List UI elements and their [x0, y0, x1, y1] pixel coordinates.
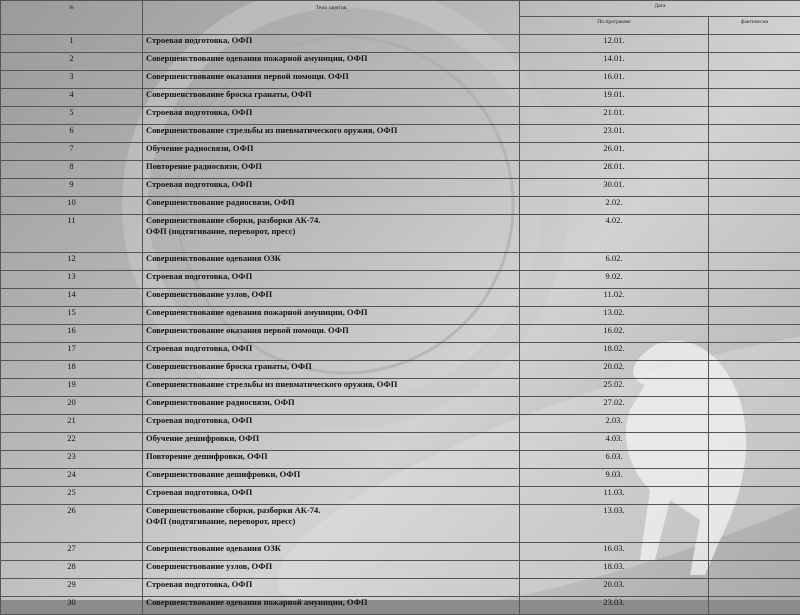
table-row [1, 143, 800, 161]
table-row [1, 161, 800, 179]
topic-line: Строевая подготовка, ОФП [146, 343, 516, 354]
row-topic [143, 343, 520, 361]
topic-line: Строевая подготовка, ОФП [146, 107, 516, 118]
row-planned-date: 4.03. [520, 433, 709, 451]
row-topic [143, 325, 520, 343]
row-actual-date [709, 561, 800, 579]
row-actual-date [709, 35, 800, 53]
row-planned-date: 6.03. [520, 451, 709, 469]
row-actual-date [709, 143, 800, 161]
row-actual-date [709, 325, 800, 343]
row-actual-date [709, 343, 800, 361]
row-number: 22 [1, 433, 143, 451]
row-topic [143, 215, 520, 253]
row-topic [143, 107, 520, 125]
topic-line: Совершенствование радиосвязи, ОФП [146, 397, 516, 408]
header-number: № [1, 1, 143, 35]
row-planned-date: 14.01. [520, 53, 709, 71]
row-number: 21 [1, 415, 143, 433]
row-planned-date: 26.01. [520, 143, 709, 161]
topic-line: Строевая подготовка, ОФП [146, 415, 516, 426]
table-row [1, 35, 800, 53]
row-actual-date [709, 415, 800, 433]
topic-line: Совершенствование одевания пожарной амуниции, ОФП [146, 307, 516, 318]
topic-line: Обучение радиосвязи, ОФП [146, 143, 516, 154]
row-planned-date: 11.02. [520, 289, 709, 307]
row-planned-date: 21.01. [520, 107, 709, 125]
row-number: 2 [1, 53, 143, 71]
row-number: 4 [1, 89, 143, 107]
row-actual-date [709, 125, 800, 143]
topic-line: ОФП (подтягивание, переворот, пресс) [146, 516, 516, 527]
row-topic [143, 487, 520, 505]
topic-line: Совершенствование радиосвязи, ОФП [146, 197, 516, 208]
row-actual-date [709, 215, 800, 253]
row-actual-date [709, 307, 800, 325]
table-row [1, 361, 800, 379]
row-topic [143, 597, 520, 615]
row-planned-date: 4.02. [520, 215, 709, 253]
row-topic [143, 179, 520, 197]
row-number: 16 [1, 325, 143, 343]
table-row [1, 271, 800, 289]
row-number: 3 [1, 71, 143, 89]
table-row [1, 253, 800, 271]
row-actual-date [709, 53, 800, 71]
row-number: 11 [1, 215, 143, 253]
row-number: 9 [1, 179, 143, 197]
row-topic [143, 71, 520, 89]
header-row-1 [1, 1, 800, 17]
row-number: 30 [1, 597, 143, 615]
topic-line: Совершенствование оказания первой помощи. ОФП [146, 325, 516, 336]
row-actual-date [709, 397, 800, 415]
topic-line: Совершенствование одевания пожарной амуниции, ОФП [146, 53, 516, 64]
topic-line: Совершенствование оказания первой помощи. ОФП [146, 71, 516, 82]
row-topic [143, 89, 520, 107]
topic-line: Повторение дешифровки, ОФП [146, 451, 516, 462]
row-number: 1 [1, 35, 143, 53]
row-planned-date: 20.02. [520, 361, 709, 379]
row-planned-date: 13.02. [520, 307, 709, 325]
row-planned-date: 18.03. [520, 561, 709, 579]
row-topic [143, 143, 520, 161]
row-planned-date: 16.02. [520, 325, 709, 343]
row-actual-date [709, 433, 800, 451]
table-row [1, 415, 800, 433]
row-planned-date: 19.01. [520, 89, 709, 107]
table-row [1, 325, 800, 343]
row-topic [143, 433, 520, 451]
row-actual-date [709, 543, 800, 561]
row-number: 26 [1, 505, 143, 543]
row-topic [143, 361, 520, 379]
topic-line: Совершенствование броска гранаты, ОФП [146, 361, 516, 372]
header-planned: По программе [520, 17, 709, 35]
table-row [1, 289, 800, 307]
topic-line: Строевая подготовка, ОФП [146, 579, 516, 590]
topic-line: Совершенствование сборки, разборки АК-74. [146, 505, 516, 516]
row-topic [143, 197, 520, 215]
row-topic [143, 271, 520, 289]
row-planned-date: 2.03. [520, 415, 709, 433]
row-number: 20 [1, 397, 143, 415]
topic-line: Совершенствование узлов, ОФП [146, 561, 516, 572]
row-planned-date: 9.02. [520, 271, 709, 289]
table-row [1, 505, 800, 543]
row-planned-date: 25.02. [520, 379, 709, 397]
table-row [1, 451, 800, 469]
topic-line: Совершенствование одевания пожарной амуниции, ОФП [146, 597, 516, 608]
topic-line: Совершенствование дешифровки, ОФП [146, 469, 516, 480]
table-row [1, 487, 800, 505]
header-date: Дата [520, 1, 800, 17]
row-number: 13 [1, 271, 143, 289]
row-number: 12 [1, 253, 143, 271]
row-topic [143, 561, 520, 579]
table-row [1, 433, 800, 451]
row-planned-date: 13.03. [520, 505, 709, 543]
row-planned-date: 30.01. [520, 179, 709, 197]
topic-line: Совершенствование одевания ОЗК [146, 543, 516, 554]
row-number: 17 [1, 343, 143, 361]
row-topic [143, 53, 520, 71]
table-row [1, 543, 800, 561]
header-actual: фактически [709, 17, 800, 35]
row-actual-date [709, 579, 800, 597]
row-number: 27 [1, 543, 143, 561]
row-planned-date: 6.02. [520, 253, 709, 271]
table-row [1, 579, 800, 597]
row-planned-date: 18.02. [520, 343, 709, 361]
row-planned-date: 11.03. [520, 487, 709, 505]
row-topic [143, 505, 520, 543]
topic-line: Строевая подготовка, ОФП [146, 179, 516, 190]
row-topic [143, 35, 520, 53]
row-planned-date: 12.01. [520, 35, 709, 53]
row-actual-date [709, 361, 800, 379]
row-number: 19 [1, 379, 143, 397]
row-planned-date: 23.03. [520, 597, 709, 615]
row-number: 25 [1, 487, 143, 505]
row-topic [143, 451, 520, 469]
row-topic [143, 125, 520, 143]
table-row [1, 561, 800, 579]
row-topic [143, 415, 520, 433]
topic-line: Совершенствование броска гранаты, ОФП [146, 89, 516, 100]
row-planned-date: 2.02. [520, 197, 709, 215]
row-planned-date: 16.03. [520, 543, 709, 561]
row-number: 10 [1, 197, 143, 215]
row-topic [143, 469, 520, 487]
row-actual-date [709, 469, 800, 487]
row-planned-date: 20.03. [520, 579, 709, 597]
row-planned-date: 27.02. [520, 397, 709, 415]
row-actual-date [709, 89, 800, 107]
row-number: 24 [1, 469, 143, 487]
row-actual-date [709, 197, 800, 215]
row-planned-date: 16.01. [520, 71, 709, 89]
row-number: 18 [1, 361, 143, 379]
row-topic [143, 579, 520, 597]
row-actual-date [709, 451, 800, 469]
row-planned-date: 28.01. [520, 161, 709, 179]
row-actual-date [709, 179, 800, 197]
topic-line: ОФП (подтягивание, переворот, пресс) [146, 226, 516, 237]
table-row [1, 397, 800, 415]
topic-line: Совершенствование сборки, разборки АК-74. [146, 215, 516, 226]
row-number: 28 [1, 561, 143, 579]
table-row [1, 71, 800, 89]
row-actual-date [709, 161, 800, 179]
row-actual-date [709, 271, 800, 289]
topic-line: Совершенствование узлов, ОФП [146, 289, 516, 300]
table-row [1, 179, 800, 197]
topic-line: Строевая подготовка, ОФП [146, 487, 516, 498]
topic-line: Совершенствование стрельбы из пневматического оружия, ОФП [146, 125, 516, 136]
row-topic [143, 161, 520, 179]
table-row [1, 107, 800, 125]
topic-line: Совершенствование одевания ОЗК [146, 253, 516, 264]
topic-line: Повторение радиосвязи, ОФП [146, 161, 516, 172]
row-topic [143, 543, 520, 561]
row-topic [143, 289, 520, 307]
topic-line: Строевая подготовка, ОФП [146, 271, 516, 282]
row-number: 6 [1, 125, 143, 143]
table-row [1, 343, 800, 361]
row-topic [143, 379, 520, 397]
row-actual-date [709, 505, 800, 543]
row-actual-date [709, 379, 800, 397]
row-planned-date: 23.01. [520, 125, 709, 143]
header-topic: Тема занятия [143, 1, 520, 35]
table-row [1, 215, 800, 253]
table-row [1, 307, 800, 325]
row-number: 8 [1, 161, 143, 179]
row-number: 23 [1, 451, 143, 469]
table-row [1, 53, 800, 71]
topic-line: Совершенствование стрельбы из пневматического оружия, ОФП [146, 379, 516, 390]
topic-line: Обучение дешифровки, ОФП [146, 433, 516, 444]
row-actual-date [709, 597, 800, 615]
table-row [1, 597, 800, 615]
table-row [1, 379, 800, 397]
schedule-body [1, 35, 800, 615]
topic-line: Строевая подготовка, ОФП [146, 35, 516, 46]
row-actual-date [709, 487, 800, 505]
row-planned-date: 9.03. [520, 469, 709, 487]
row-topic [143, 307, 520, 325]
table-row [1, 125, 800, 143]
row-number: 5 [1, 107, 143, 125]
table-row [1, 469, 800, 487]
row-number: 15 [1, 307, 143, 325]
row-actual-date [709, 253, 800, 271]
row-actual-date [709, 289, 800, 307]
row-topic [143, 397, 520, 415]
row-number: 7 [1, 143, 143, 161]
row-number: 14 [1, 289, 143, 307]
table-row [1, 89, 800, 107]
table-row [1, 197, 800, 215]
row-number: 29 [1, 579, 143, 597]
row-topic [143, 253, 520, 271]
row-actual-date [709, 107, 800, 125]
row-actual-date [709, 71, 800, 89]
